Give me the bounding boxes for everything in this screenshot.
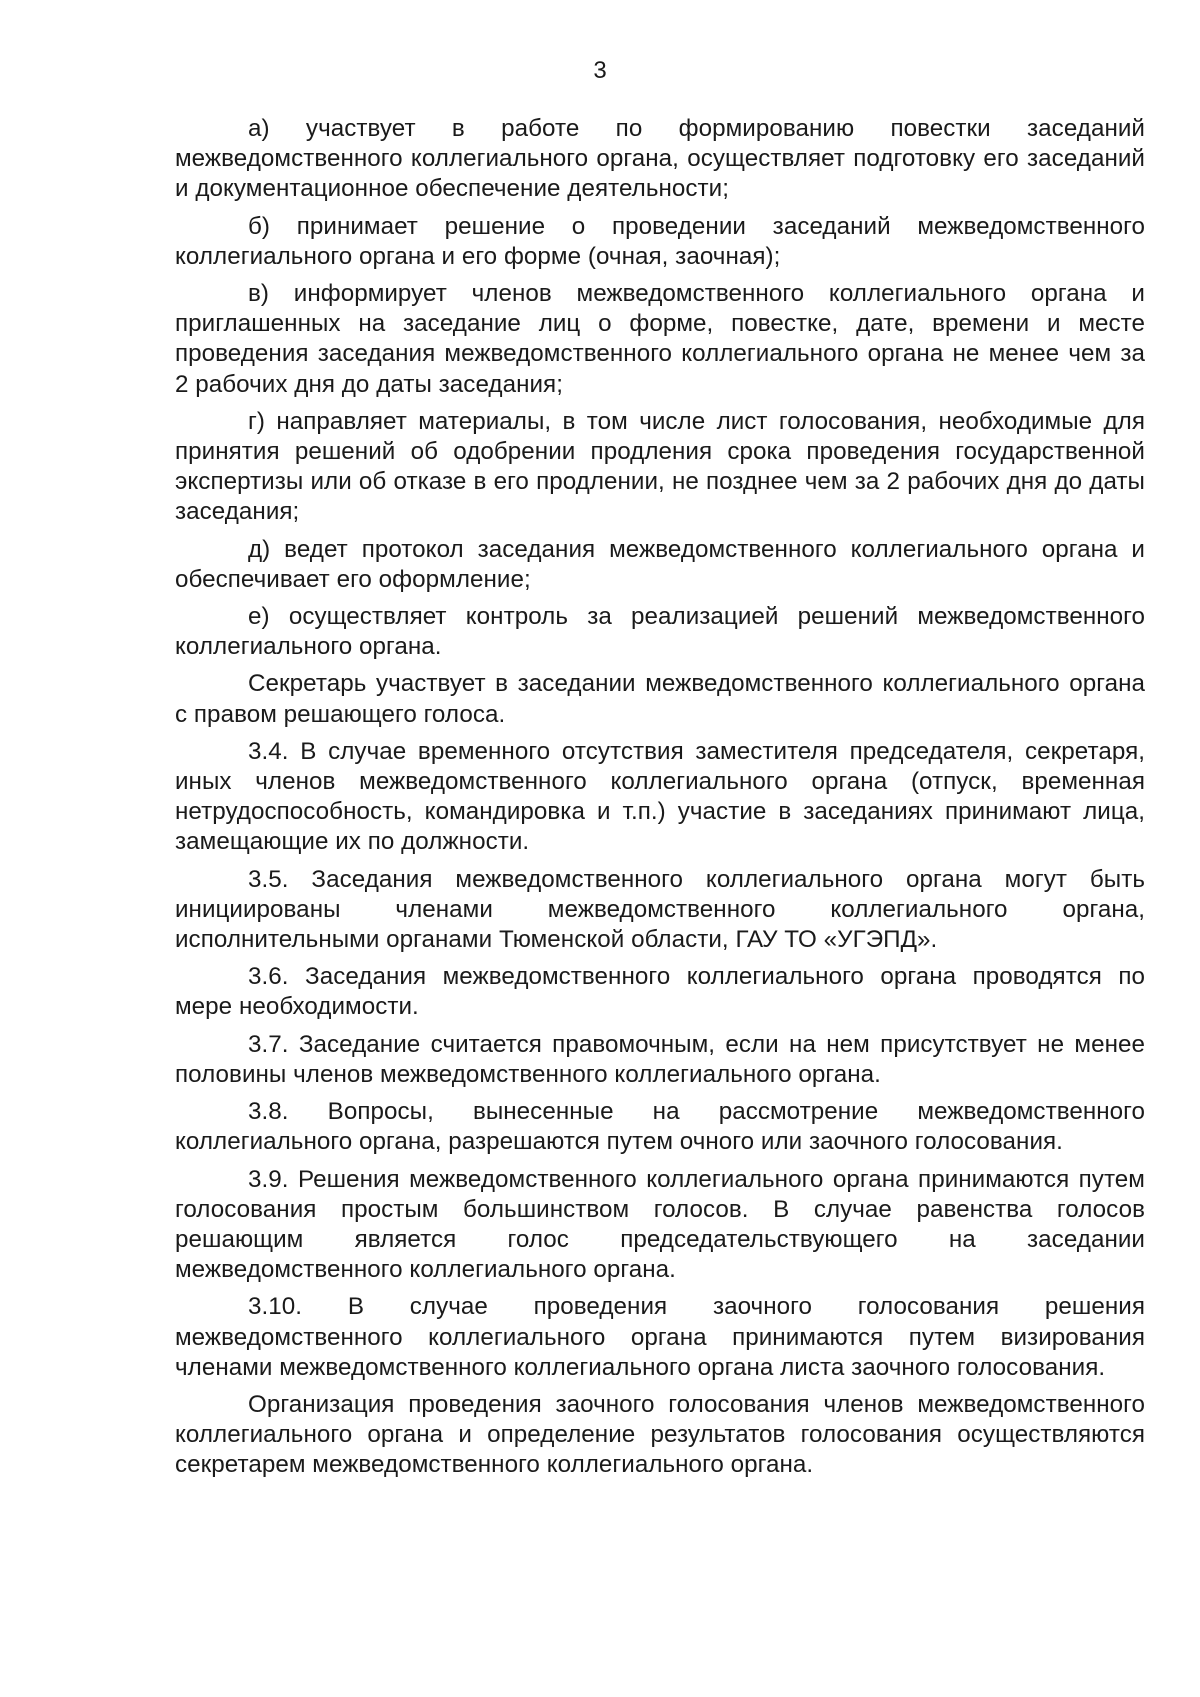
paragraph-item-v: в) информирует членов межведомственного коллегиального органа и приглашенных на заседание лиц о форме, повестке, дате, времени и месте проведения заседания межведомственного коллегиального органа не менее чем за 2 рабочих дня до даты заседания; [175,280,1145,398]
paragraph-secretary-vote: Секретарь участвует в заседании межведомственного коллегиального органа с правом решающего голоса. [175,670,1145,728]
paragraph-3-9: 3.9. Решения межведомственного коллегиального органа принимаются путем голосования простым большинством голосов. В случае равенства голосов решающим является голос председательствующего на заседании межведомственного коллегиального органа. [175,1165,1145,1284]
paragraph-3-5: 3.5. Заседания межведомственного коллегиального органа могут быть инициированы членами межведомственного коллегиального органа, исполнительными органами Тюменской области, ГАУ ТО «УГЭПД». [175,865,1145,954]
page-number: 3 [593,57,607,84]
paragraph-3-7: 3.7. Заседание считается правомочным, если на нем присутствует не менее половины членов межведомственного коллегиального органа. [175,1030,1145,1088]
paragraph-absentee-voting: Организация проведения заочного голосования членов межведомственного коллегиального органа и определение результатов голосования осуществляются секретарем межведомственного коллегиального органа. [175,1390,1145,1479]
paragraph-3-10: 3.10. В случае проведения заочного голосования решения межведомственного коллегиального органа принимаются путем визирования членами межведомственного коллегиального органа листа заочного голосования. [175,1293,1145,1381]
paragraph-3-6: 3.6. Заседания межведомственного коллегиального органа проводятся по мере необходимости. [175,963,1145,1021]
paragraph-item-a: а) участвует в работе по формированию повестки заседаний межведомственного коллегиального органа, осуществляет подготовку его заседаний и документационное обеспечение деятельности; [175,115,1145,203]
paragraph-3-8: 3.8. Вопросы, вынесенные на рассмотрение межведомственного коллегиального органа, разрешаются путем очного или заочного голосования. [175,1098,1145,1156]
paragraph-item-e: е) осуществляет контроль за реализацией решений межведомственного коллегиального органа. [175,603,1145,661]
paragraph-3-4: 3.4. В случае временного отсутствия заместителя председателя, секретаря, иных членов межведомственного коллегиального органа (отпуск, временная нетрудоспособность, командировка и т.п.) участие в заседаниях принимают лица, замещающие их по должности. [175,737,1145,856]
paragraph-item-g: г) направляет материалы, в том числе лист голосования, необходимые для принятия решений об одобрении продления срока проведения государственной экспертизы или об отказе в его продлении, не позднее чем за 2 рабочих дня до даты заседания; [175,407,1145,526]
document-body [175,114,1145,1488]
paragraph-item-b: б) принимает решение о проведении заседаний межведомственного коллегиального органа и его форме (очная, заочная); [175,212,1145,270]
paragraph-item-d: д) ведет протокол заседания межведомственного коллегиального органа и обеспечивает его оформление; [175,535,1145,593]
